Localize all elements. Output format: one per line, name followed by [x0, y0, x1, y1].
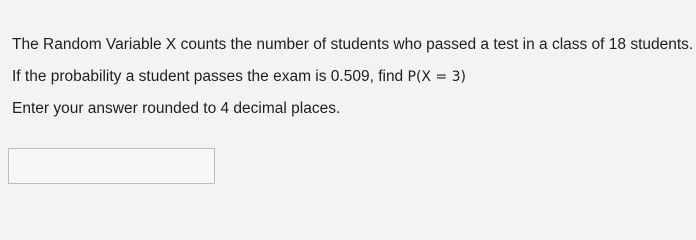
- answer-instruction: Enter your answer rounded to 4 decimal places.: [12, 100, 341, 117]
- question-prompt: [12, 66, 466, 88]
- question-prompt-text: If the probability a student passes the exam is 0.509, find: [12, 68, 408, 85]
- question-statement: The Random Variable X counts the number of students who passed a test in a class of 18 students.: [12, 36, 694, 53]
- probability-expression: P(X = 3): [407, 69, 466, 85]
- answer-input[interactable]: [8, 148, 215, 184]
